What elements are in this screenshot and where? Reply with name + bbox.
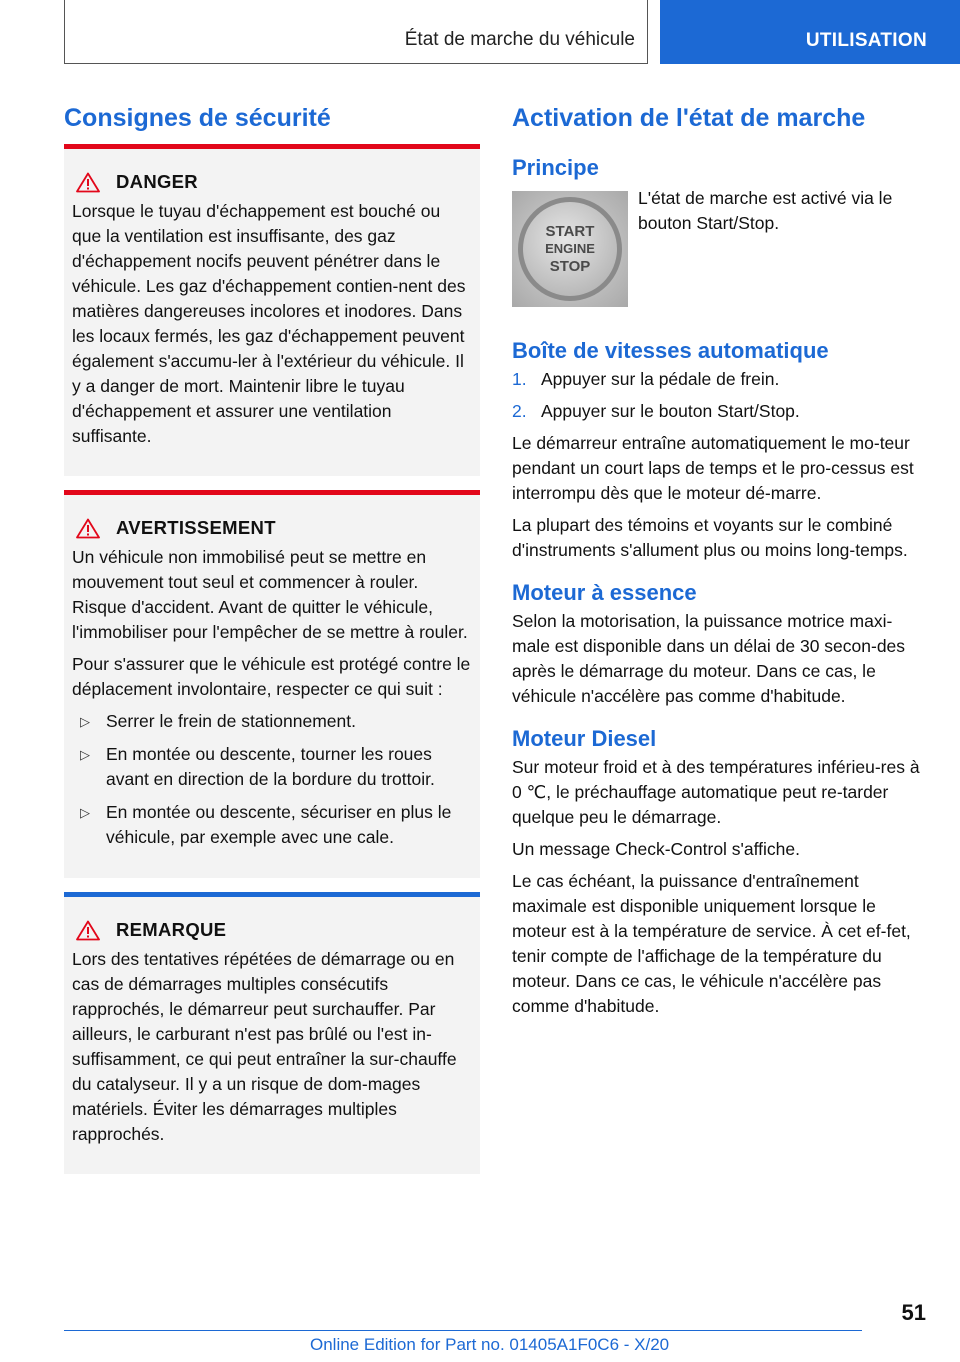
bullet-text: Serrer le frein de stationnement. xyxy=(106,711,356,731)
warning-triangle-icon xyxy=(76,518,100,539)
triangle-bullet-icon: ▷ xyxy=(80,714,90,729)
sub-heading-principle: Principe xyxy=(512,155,599,180)
auto-steps-list xyxy=(512,367,930,424)
header-chapter-label: UTILISATION xyxy=(805,30,927,51)
section-heading-activation: Activation de l'état de marche xyxy=(512,104,866,132)
danger-title: DANGER xyxy=(116,171,198,192)
principle-text: L'état de marche est activé via le bouton Start/Stop. xyxy=(638,188,893,233)
bullet-text: En montée ou descente, sécuriser en plus le véhicule, par exemple avec une cale. xyxy=(106,802,452,847)
header-section-title: État de marche du véhicule xyxy=(404,29,635,50)
sub-heading-auto-gearbox: Boîte de vitesses automatique xyxy=(512,338,829,363)
warning-box xyxy=(64,490,480,878)
footer-edition-text: Online Edition for Part no. 01405A1F0C6 - X/20 xyxy=(310,1335,670,1354)
list-item xyxy=(72,742,472,792)
diesel-text-2: Un message Check-Control s'affiche. xyxy=(512,839,801,859)
danger-text: Lorsque le tuyau d'échappement est bouché ou que la ventilation est insuffisante, des gaz d'échappement nocifs peuvent pénétrer dans le véhicule. Les gaz d'échappement contien-nent des matières dangereuses incolores et inodores. Dans les locaux fermés, les gaz d'échappement peuvent également s'accumu-ler à l'extérieur du véhicule. Il y a danger de mort. Maintenir libre le tuyau d'échappement et assurer une ventilation suffisante. xyxy=(72,201,466,446)
petrol-text: Selon la motorisation, la puissance motrice maxi-male est disponible dans un délai de 30 secon-des après le démarrage du moteur. Dans ce cas, le véhicule n'accélère pas comme d'habitude. xyxy=(512,611,906,706)
step-text: Appuyer sur la pédale de frein. xyxy=(541,369,780,389)
sub-heading-diesel: Moteur Diesel xyxy=(512,726,657,751)
section-heading-safety: Consignes de sécurité xyxy=(64,104,331,132)
notice-text: Lors des tentatives répétées de démarrage ou en cas de démarrages multiples consécutifs rapprochés, le démarreur peut surchauffer. Par ailleurs, le carburant n'est pas brûlé ou l'est in-suffisamment, ce qui peut entraîner la sur-chauffe du catalyseur. Il y a un risque de dom-mages matériels. Éviter les démarrages multiples rapprochés. xyxy=(72,949,457,1144)
list-item xyxy=(512,367,930,392)
auto-text-1: Le démarreur entraîne automatiquement le mo-teur pendant un court laps de temps et le pro-cessus est interrompu dès que le moteur dé-marre. xyxy=(512,433,914,503)
diesel-text-3: Le cas échéant, la puissance d'entraînement maximale est disponible uniquement lorsque le moteur est à la température de service. À cet ef-fet, tenir compte de l'affichage de la température du moteur. Dans ce cas, le véhicule n'accélère pas comme d'habitude. xyxy=(512,871,911,1016)
sub-heading-petrol: Moteur à essence xyxy=(512,580,697,605)
list-item xyxy=(72,709,472,734)
danger-header xyxy=(76,169,472,195)
warning-triangle-icon xyxy=(76,920,100,941)
start-label: START xyxy=(545,223,595,240)
warning-title: AVERTISSEMENT xyxy=(116,517,276,538)
triangle-bullet-icon: ▷ xyxy=(80,747,90,762)
page-number: 51 xyxy=(901,1300,926,1325)
right-column xyxy=(512,98,930,1026)
notice-title: REMARQUE xyxy=(116,919,227,940)
list-item xyxy=(72,800,472,850)
list-item xyxy=(512,399,930,424)
principle-row xyxy=(512,186,930,307)
warning-bullet-list xyxy=(72,709,472,850)
step-number: 2. xyxy=(512,401,527,421)
notice-header xyxy=(76,917,472,943)
start-stop-button-image xyxy=(512,191,628,307)
diesel-text-1: Sur moteur froid et à des températures inférieu-res à 0 ℃, le préchauffage automatique peut re-tarder quelque peu le démarrage. xyxy=(512,757,920,827)
left-column xyxy=(64,98,480,1174)
header-section-box xyxy=(64,0,648,64)
danger-box xyxy=(64,144,480,476)
footer-divider xyxy=(64,1330,862,1331)
step-text: Appuyer sur le bouton Start/Stop. xyxy=(541,401,800,421)
header-chapter-tab xyxy=(660,0,960,64)
auto-text-2: La plupart des témoins et voyants sur le combiné d'instruments s'allument plus ou moins long-temps. xyxy=(512,515,908,560)
triangle-bullet-icon: ▷ xyxy=(80,805,90,820)
warning-triangle-icon xyxy=(76,172,100,193)
warning-header xyxy=(76,515,472,541)
step-number: 1. xyxy=(512,369,527,389)
warning-text-1: Un véhicule non immobilisé peut se mettre en mouvement tout seul et commencer à rouler. Risque d'accident. Avant de quitter le véhicule, l'immobiliser pour l'empêcher de se mettre à rouler. xyxy=(72,547,468,642)
stop-label: STOP xyxy=(549,258,591,275)
engine-label: ENGINE xyxy=(545,241,595,256)
bullet-text: En montée ou descente, tourner les roues avant en direction de la bordure du trottoir. xyxy=(106,744,435,789)
warning-text-2: Pour s'assurer que le véhicule est protégé contre le déplacement involontaire, respecter ce qui suit : xyxy=(72,654,471,699)
notice-box xyxy=(64,892,480,1174)
